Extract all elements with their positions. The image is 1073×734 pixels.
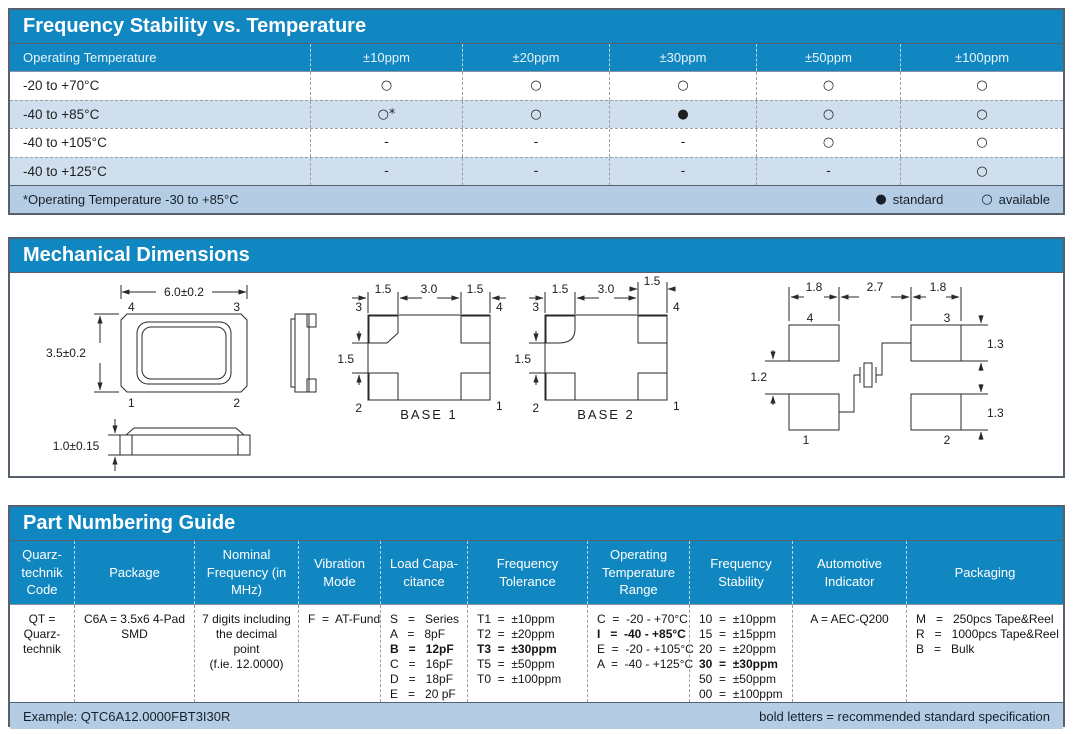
availability-cell: ○ — [756, 72, 900, 100]
availability-cell: - — [609, 129, 756, 157]
pg-cell-frequency-tolerance: T1 = ±10ppm T2 = ±20ppm T3 = ±30ppm T5 = ±50ppm T0 = ±100ppm — [467, 605, 587, 702]
height-dimension: 3.5±0.2 — [46, 346, 86, 360]
availability-cell: - — [310, 129, 462, 157]
pg-cell-vibration-mode: F = AT-Fund — [298, 605, 380, 702]
pg-header-automotive-indicator: Automotive Indicator — [792, 541, 906, 604]
column-header-operating-temperature: Operating Temperature — [23, 50, 157, 65]
availability-cell: ○ — [756, 129, 900, 157]
row-label: -40 to +125°C — [23, 163, 107, 179]
base2-drawing — [514, 274, 680, 422]
open-circle-icon: ○ — [981, 192, 993, 207]
column-header-20ppm: ±20ppm — [462, 44, 609, 71]
availability-cell: ○ — [462, 101, 609, 129]
availability-cell: - — [462, 129, 609, 157]
pad-number: 1 — [496, 399, 503, 413]
land-pattern-drawing — [750, 280, 1004, 447]
filled-circle-icon: ● — [875, 192, 887, 207]
pg-header-load-capacitance: Load Capa-citance — [380, 541, 467, 604]
top-view-drawing — [46, 285, 247, 410]
pg-header-frequency-stability: Frequency Stability — [689, 541, 792, 604]
pg-cell-package: C6A = 3.5x6 4-Pad SMD — [74, 605, 194, 702]
crystal-symbol — [839, 343, 911, 412]
dimension: 2.7 — [866, 280, 884, 294]
column-header-10ppm: ±10ppm — [310, 44, 462, 71]
legend-standard: ● standard — [875, 192, 944, 207]
legend — [875, 192, 1050, 207]
pad-number: 1 — [128, 396, 135, 410]
thickness-dimension: 1.0±0.15 — [52, 439, 100, 453]
availability-cell: ○ — [310, 72, 462, 100]
dimension: 1.3 — [987, 406, 1004, 420]
pad-number: 3 — [532, 300, 539, 314]
pad-number: 3 — [943, 311, 951, 325]
column-header-30ppm: ±30ppm — [609, 44, 756, 71]
dimension: 1.5 — [374, 282, 392, 296]
pg-header-vibration-mode: Vibration Mode — [298, 541, 380, 604]
pg-cell-operating-temperature-range: C = -20 - +70°C I = -40 - +85°C E = -20 - +105°C A = -40 - +125°C — [587, 605, 689, 702]
row-label: -40 to +105°C — [23, 135, 107, 151]
pg-header-quarztechnik-code: Quarz-technik Code — [21, 547, 63, 598]
pg-cell-nominal-frequency: 7 digits including the decimal point (f.ie. 12.0000) — [194, 605, 298, 702]
pg-cell-quarztechnik-code: QT = Quarz- technik — [22, 612, 62, 656]
dimension: 3.0 — [420, 282, 438, 296]
mechanical-drawing-svg — [10, 273, 1063, 476]
base1-caption: BASE 1 — [400, 407, 458, 422]
dimension: 1.8 — [805, 280, 823, 294]
pad-number: 2 — [233, 396, 240, 410]
pad-number: 1 — [673, 399, 680, 413]
table-row — [10, 128, 1063, 157]
part-guide-body-row — [10, 605, 1063, 702]
example-part-number: Example: QTC6A12.0000FBT3I30R — [23, 708, 231, 724]
table-row — [10, 100, 1063, 129]
dimension: 1.5 — [551, 282, 569, 296]
pad-number: 4 — [496, 300, 503, 314]
pg-cell-packaging: M = 250pcs Tape&Reel R = 1000pcs Tape&Reel B = Bulk — [906, 605, 1063, 702]
pg-cell-automotive-indicator: A = AEC-Q200 — [792, 605, 906, 702]
availability-cell: - — [462, 158, 609, 186]
pg-header-package: Package — [74, 541, 194, 604]
pad-number: 3 — [233, 300, 240, 314]
row-label: -40 to +85°C — [23, 106, 100, 122]
legend-available: ○ available — [981, 192, 1050, 207]
row-label: -20 to +70°C — [23, 78, 100, 94]
mechanical-dimensions-section — [8, 237, 1065, 478]
frequency-table-header-row — [10, 44, 1063, 72]
footnote: *Operating Temperature -30 to +85°C — [23, 192, 239, 207]
dimension: 1.5 — [514, 352, 531, 366]
frequency-stability-title: Frequency Stability vs. Temperature — [10, 10, 1063, 44]
thickness-view-drawing — [53, 419, 250, 471]
pg-cell-frequency-stability: 10 = ±10ppm 15 = ±15ppm 20 = ±20ppm 30 = ±30ppm 50 = ±50ppm 00 = ±100ppm — [689, 605, 792, 702]
column-header-50ppm: ±50ppm — [756, 44, 900, 71]
pad-number: 4 — [128, 300, 135, 314]
pad-number: 2 — [943, 433, 951, 447]
dimension: 1.8 — [929, 280, 947, 294]
pg-cell-load-capacitance: S = Series A = 8pF B = 12pF C = 16pF D = 18pF E = 20 pF — [380, 605, 467, 702]
dimension: 3.0 — [597, 282, 615, 296]
pad-number: 2 — [532, 401, 539, 415]
table-row — [10, 72, 1063, 100]
pg-header-operating-temperature-range: Operating Temperature Range — [587, 541, 689, 604]
pad-number: 4 — [806, 311, 814, 325]
base2-caption: BASE 2 — [577, 407, 635, 422]
availability-cell: ○* — [310, 101, 462, 129]
availability-cell: - — [609, 158, 756, 186]
availability-cell: ○ — [900, 129, 1063, 157]
part-numbering-guide-section — [8, 505, 1065, 727]
pad-number: 4 — [673, 300, 680, 314]
pg-header-nominal-frequency: Nominal Frequency (in MHz) — [194, 541, 298, 604]
mechanical-dimensions-title: Mechanical Dimensions — [10, 239, 1063, 273]
availability-cell: ○ — [900, 72, 1063, 100]
width-dimension: 6.0±0.2 — [164, 285, 204, 299]
availability-cell: ● — [609, 101, 756, 129]
availability-cell: - — [310, 158, 462, 186]
side-view-drawing — [291, 314, 316, 392]
availability-cell: ○ — [900, 101, 1063, 129]
availability-cell: ○ — [756, 101, 900, 129]
pad-number: 1 — [802, 433, 810, 447]
frequency-stability-section — [8, 8, 1065, 215]
dimension: 1.5 — [643, 274, 661, 288]
availability-cell: ○ — [900, 158, 1063, 186]
pad-number: 3 — [355, 300, 362, 314]
base1-drawing — [337, 282, 506, 422]
dimension: 1.5 — [337, 352, 354, 366]
part-numbering-guide-title: Part Numbering Guide — [10, 507, 1063, 541]
bold-letters-footnote: bold letters = recommended standard specification — [759, 708, 1050, 724]
mechanical-drawing — [10, 273, 1063, 476]
availability-cell: ○ — [609, 72, 756, 100]
dimension: 1.3 — [987, 337, 1004, 351]
dimension: 1.2 — [750, 370, 767, 384]
column-header-100ppm: ±100ppm — [900, 44, 1063, 71]
frequency-table-footer — [10, 185, 1063, 213]
part-guide-footer — [10, 702, 1063, 729]
part-guide-header-row — [10, 541, 1063, 605]
pg-header-packaging: Packaging — [906, 541, 1063, 604]
availability-cell: - — [756, 158, 900, 186]
dimension: 1.5 — [466, 282, 484, 296]
pad-number: 2 — [355, 401, 362, 415]
pg-header-frequency-tolerance: Frequency Tolerance — [467, 541, 587, 604]
table-row — [10, 157, 1063, 186]
availability-cell: ○ — [462, 72, 609, 100]
